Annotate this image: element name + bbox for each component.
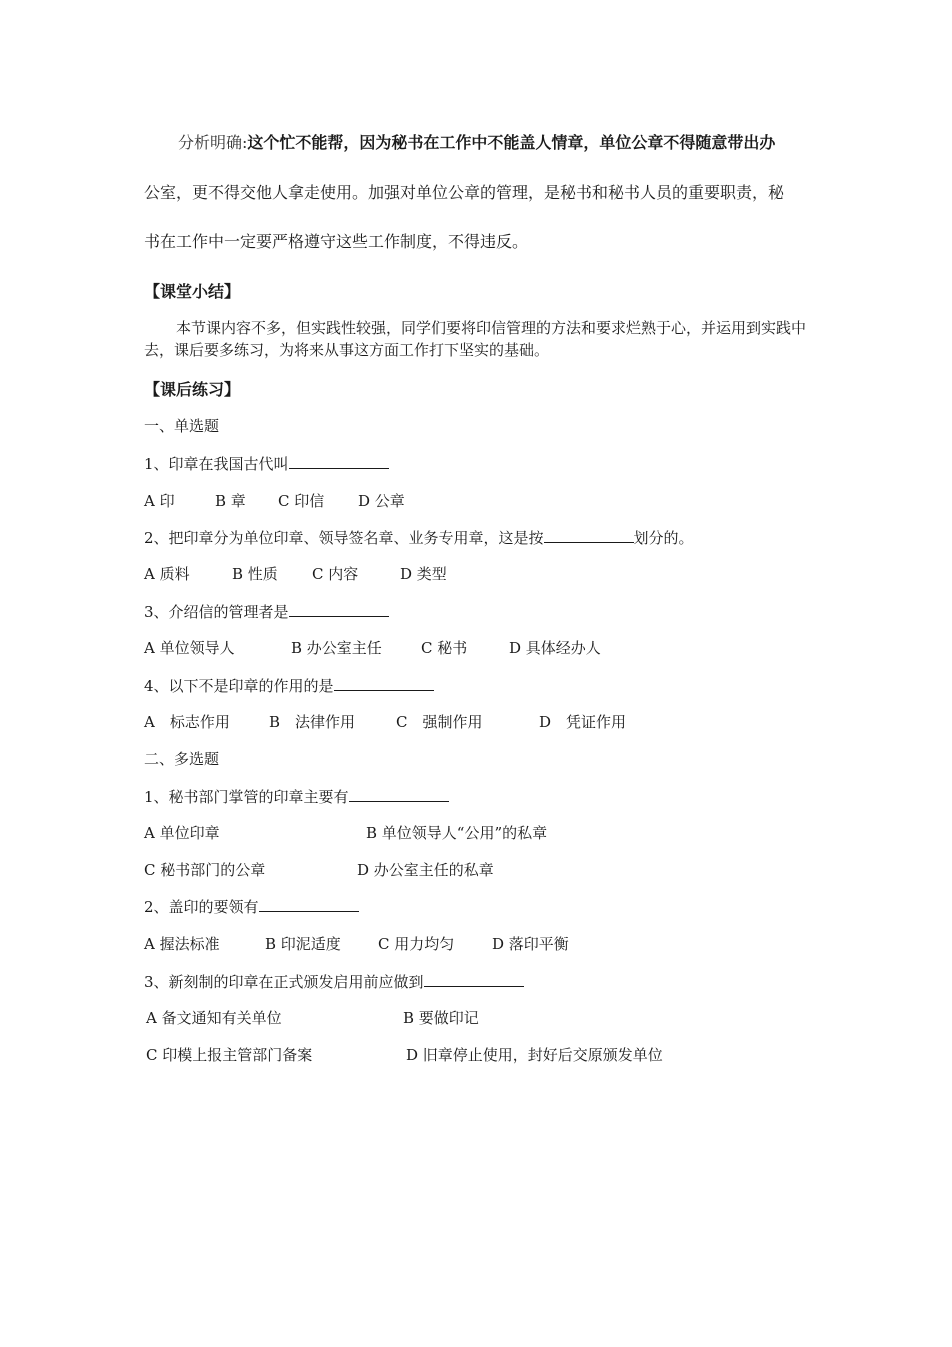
multi-q1-options-row-2 — [144, 860, 494, 880]
option[interactable]: D 具体经办人 — [509, 639, 601, 657]
option[interactable]: C 内容 — [312, 565, 359, 583]
option[interactable]: A 质料 — [144, 565, 190, 583]
option[interactable]: C 秘书部门的公章 — [144, 861, 266, 879]
single-q1-options — [144, 491, 405, 511]
option[interactable]: C 强制作用 — [396, 713, 483, 731]
option[interactable]: C 印模上报主管部门备案 — [146, 1046, 313, 1064]
analysis-line-2: 公室，更不得交他人拿走使用。加强对单位公章的管理，是秘书和秘书人员的重要职责，秘 — [144, 183, 785, 202]
exercise-heading: 【课后练习】 — [144, 380, 241, 399]
option[interactable]: D 落印平衡 — [492, 935, 569, 953]
option[interactable]: B 性质 — [232, 565, 278, 583]
multi-q1 — [144, 786, 449, 807]
multi-q2-text: 2、盖印的要领有 — [144, 898, 259, 916]
option[interactable]: C 印信 — [278, 492, 325, 510]
option[interactable]: D 旧章停止使用，封好后交原颁发单位 — [406, 1046, 663, 1064]
option[interactable]: A 单位印章 — [144, 824, 220, 842]
single-q4 — [144, 675, 434, 696]
single-q2 — [144, 527, 694, 548]
option[interactable]: B 印泥适度 — [265, 935, 341, 953]
summary-paragraph: 本节课内容不多，但实践性较强，同学们要将印信管理的方法和要求烂熟于心，并运用到实践中去，课后要多练习，为将来从事这方面工作打下坚实的基础。 — [144, 319, 807, 359]
option[interactable]: A 标志作用 — [144, 713, 230, 731]
single-q4-text: 4、以下不是印章的作用的是 — [144, 677, 334, 695]
single-q4-options — [144, 712, 626, 732]
option[interactable]: B 法律作用 — [269, 713, 356, 731]
answer-blank[interactable] — [334, 675, 434, 691]
option[interactable]: A 印 — [144, 492, 175, 510]
single-q2-options — [144, 564, 447, 584]
multi-q3-options-row-1 — [146, 1008, 479, 1028]
option[interactable]: A 备文通知有关单位 — [146, 1009, 282, 1027]
multi-q3-text: 3、新刻制的印章在正式颁发启用前应做到 — [144, 973, 424, 991]
option[interactable]: C 用力均匀 — [378, 935, 455, 953]
option[interactable]: D 公章 — [358, 492, 405, 510]
summary-heading: 【课堂小结】 — [144, 282, 241, 301]
single-q1 — [144, 453, 389, 474]
multi-q2 — [144, 896, 359, 917]
analysis-line-1 — [178, 133, 858, 153]
option[interactable]: D 办公室主任的私章 — [357, 861, 494, 879]
answer-blank[interactable] — [259, 896, 359, 912]
answer-blank[interactable] — [289, 453, 389, 469]
multi-q2-options — [144, 934, 569, 954]
multi-q3-options-row-2 — [146, 1045, 663, 1065]
option[interactable]: C 秘书 — [421, 639, 468, 657]
analysis-label: 分析明确: — [178, 133, 248, 152]
multi-choice-title: 二、多选题 — [144, 750, 220, 768]
single-q3-text: 3、介绍信的管理者是 — [144, 603, 289, 621]
multi-q3 — [144, 971, 524, 992]
answer-blank[interactable] — [349, 786, 449, 802]
option[interactable]: B 办公室主任 — [291, 639, 382, 657]
option[interactable]: A 单位领导人 — [144, 639, 235, 657]
single-q1-text: 1、印章在我国古代叫 — [144, 455, 289, 473]
single-q2-text: 2、把印章分为单位印章、领导签名章、业务专用章，这是按 — [144, 529, 544, 547]
option[interactable]: B 单位领导人“公用”的私章 — [366, 824, 548, 842]
option[interactable]: D 凭证作用 — [539, 713, 627, 731]
single-q3-options — [144, 638, 601, 658]
option[interactable]: B 要做印记 — [403, 1009, 479, 1027]
analysis-line-3: 书在工作中一定要严格遵守这些工作制度，不得违反。 — [144, 232, 529, 251]
answer-blank[interactable] — [544, 527, 634, 543]
option[interactable]: B 章 — [215, 492, 246, 510]
multi-q1-text: 1、秘书部门掌管的印章主要有 — [144, 788, 349, 806]
analysis-text-1: 这个忙不能帮，因为秘书在工作中不能盖人情章，单位公章不得随意带出办 — [247, 133, 776, 152]
answer-blank[interactable] — [424, 971, 524, 987]
multi-q1-options-row-1 — [144, 823, 547, 843]
single-q2-text-after: 划分的。 — [633, 529, 694, 547]
option[interactable]: D 类型 — [400, 565, 447, 583]
single-choice-title: 一、单选题 — [144, 417, 220, 435]
single-q3 — [144, 601, 389, 622]
answer-blank[interactable] — [289, 601, 389, 617]
option[interactable]: A 握法标准 — [144, 935, 220, 953]
